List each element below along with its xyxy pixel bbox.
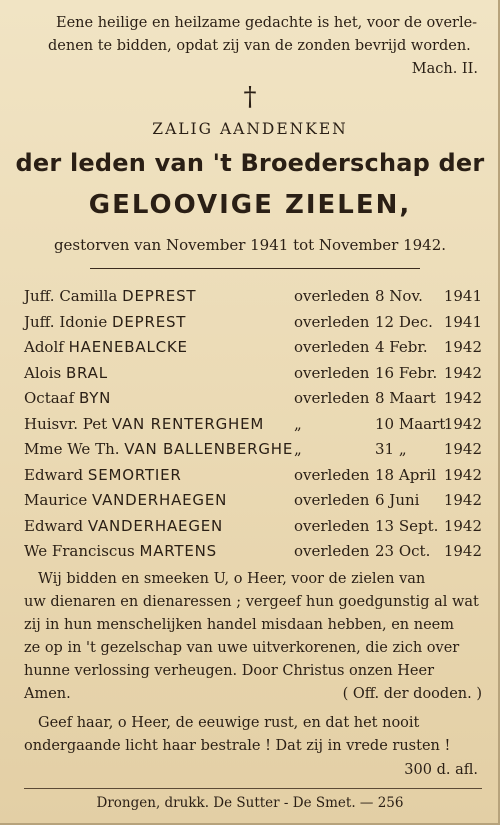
- prayer-line: uw dienaren en dienaressen ; vergeef hun goedgunstig al wat: [24, 594, 479, 610]
- deceased-surname: HAENEBALCKE: [68, 338, 188, 356]
- deceased-name: [24, 361, 108, 387]
- deceased-prefix: Edward: [24, 516, 88, 535]
- deceased-status: overleden: [294, 389, 370, 407]
- deceased-status: overleden: [294, 338, 370, 356]
- deceased-row: [24, 412, 482, 438]
- deceased-status: overleden: [294, 363, 370, 382]
- deceased-name: [24, 284, 196, 310]
- deceased-year: 1942: [443, 516, 482, 535]
- deceased-date: 4 Febr.: [375, 338, 428, 356]
- deceased-status: overleden: [294, 312, 370, 331]
- deceased-name: [24, 437, 293, 463]
- deceased-surname: VANDERHAEGEN: [87, 516, 224, 535]
- deceased-row: [24, 335, 482, 361]
- deceased-name: [24, 514, 223, 540]
- deceased-date: 23 Oct.: [375, 542, 431, 560]
- deceased-name: [24, 386, 111, 412]
- deceased-date: 31 „: [375, 440, 407, 458]
- deceased-name: [24, 488, 227, 514]
- deceased-row: [24, 463, 482, 489]
- prayer-line: zij in hun menschelijken handel misdaan hebben, en neem: [24, 617, 455, 633]
- deceased-row: [24, 310, 482, 336]
- deceased-surname: MARTENS: [139, 542, 217, 560]
- deceased-status: „: [294, 440, 302, 458]
- deceased-surname: VAN RENTERGHEM: [111, 414, 265, 433]
- deceased-name: [24, 539, 217, 565]
- deceased-year: 1942: [443, 440, 482, 458]
- deceased-year: 1942: [443, 491, 482, 509]
- deceased-name: [24, 335, 188, 361]
- deceased-date: 6 Juni: [375, 491, 420, 509]
- deceased-prefix: Maurice: [24, 491, 92, 509]
- prayer-line: Wij bidden en smeeken U, o Heer, voor de zielen van: [38, 571, 426, 587]
- intro-quote: [48, 12, 478, 81]
- intro-line: Eene heilige en heilzame gedachte is het, voor de overle-: [56, 15, 478, 31]
- deceased-name: [24, 310, 186, 336]
- deceased-surname: VAN BALLENBERGHE: [124, 440, 294, 458]
- deceased-prefix: Octaaf: [24, 389, 79, 407]
- deceased-status: overleden: [294, 542, 370, 560]
- deceased-date: 13 Sept.: [375, 516, 439, 535]
- deceased-surname: DEPREST: [122, 287, 197, 305]
- deceased-row: [24, 488, 482, 514]
- prayer-text: [24, 568, 482, 706]
- prayer-source: ( Off. der dooden. ): [342, 686, 482, 702]
- deceased-year: 1941: [443, 312, 482, 331]
- deceased-status: overleden: [294, 491, 370, 509]
- prayer-amen-line: [24, 683, 482, 706]
- prayer-line: hunne verlossing verheugen. Door Christus onzen Heer: [24, 663, 435, 679]
- rest-prayer-line: ondergaande licht haar bestrale ! Dat zij in vrede rusten !: [24, 738, 451, 754]
- deceased-row: [24, 284, 482, 310]
- deceased-prefix: We Franciscus: [24, 542, 140, 560]
- deceased-surname: BYN: [78, 389, 112, 407]
- deceased-year: 1942: [443, 542, 482, 560]
- deceased-date: 12 Dec.: [375, 312, 433, 331]
- deceased-row: [24, 437, 482, 463]
- deceased-list: [24, 284, 482, 565]
- deceased-status: overleden: [294, 516, 370, 535]
- deceased-status: overleden: [294, 287, 370, 305]
- deceased-date: 18 April: [375, 465, 437, 484]
- deceased-date: 8 Maart: [375, 389, 436, 407]
- deceased-name: [24, 463, 182, 489]
- deceased-row: [24, 514, 482, 540]
- deceased-prefix: Alois: [24, 363, 66, 382]
- deceased-row: [24, 539, 482, 565]
- deceased-surname: VANDERHAEGEN: [91, 491, 228, 509]
- divider: [90, 268, 420, 269]
- heading-zalig: ZALIG AANDENKEN: [152, 120, 348, 138]
- prayer-amen: Amen.: [24, 686, 71, 702]
- deceased-name: [24, 412, 264, 438]
- deceased-status: overleden: [294, 465, 370, 484]
- deceased-year: 1942: [443, 338, 482, 356]
- printer-line: Drongen, drukk. De Sutter - De Smet. — 256: [96, 795, 404, 811]
- intro-line: denen te bidden, opdat zij van de zonden bevrijd worden.: [48, 38, 471, 54]
- deceased-prefix: Huisvr. Pet: [24, 414, 112, 433]
- deceased-date: 8 Nov.: [375, 287, 423, 305]
- rest-prayer: [24, 712, 482, 758]
- deceased-surname: BRAL: [65, 363, 108, 382]
- deceased-year: 1941: [443, 287, 482, 305]
- deceased-prefix: Juff. Idonie: [24, 312, 112, 331]
- footer-divider: [24, 788, 482, 789]
- deceased-prefix: Juff. Camilla: [24, 287, 123, 305]
- deceased-prefix: Edward: [24, 465, 88, 484]
- deceased-surname: SEMORTIER: [87, 465, 182, 484]
- deceased-year: 1942: [443, 389, 482, 407]
- deceased-status: „: [294, 414, 302, 433]
- deceased-surname: DEPREST: [112, 312, 187, 331]
- indulgence: 300 d. afl.: [404, 762, 478, 778]
- heading-leden: der leden van 't Broederschap der: [15, 149, 485, 177]
- rest-prayer-line: Geef haar, o Heer, de eeuwige rust, en dat het nooit: [38, 715, 420, 731]
- deceased-row: [24, 386, 482, 412]
- deceased-prefix: Adolf: [24, 338, 69, 356]
- deceased-row: [24, 361, 482, 387]
- deceased-year: 1942: [443, 414, 482, 433]
- heading-period: gestorven van November 1941 tot November 1942.: [53, 236, 447, 254]
- deceased-date: 16 Febr.: [375, 363, 438, 382]
- deceased-year: 1942: [443, 465, 482, 484]
- deceased-prefix: Mme We Th.: [24, 440, 125, 458]
- heading-zielen: GELOOVIGE ZIELEN,: [88, 190, 412, 220]
- intro-source: Mach. II.: [411, 61, 478, 77]
- prayer-line: ze op in 't gezelschap van uwe uitverkorenen, die zich over: [24, 640, 460, 656]
- deceased-date: 10 Maart: [375, 414, 446, 433]
- cross-icon: †: [243, 82, 257, 112]
- deceased-year: 1942: [443, 363, 482, 382]
